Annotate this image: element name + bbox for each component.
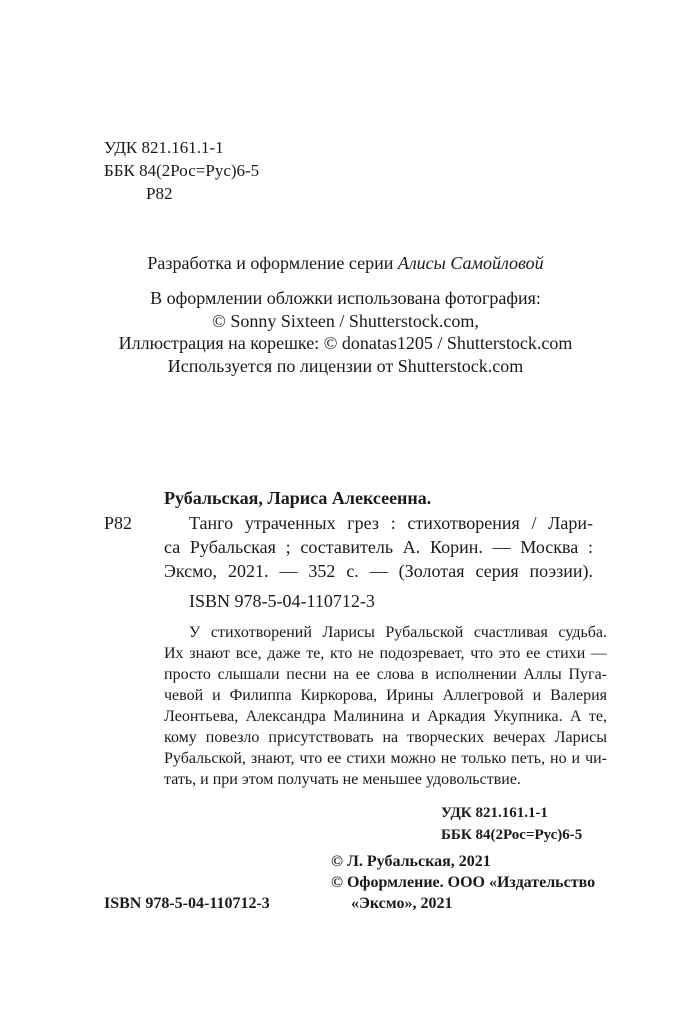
annotation-line-2: Их знают все, даже те, кто не подозревает, что это ее стихи —: [164, 645, 607, 662]
series-design-credit: [0, 253, 691, 274]
series-designer-name: Алисы Самойловой: [397, 253, 544, 273]
copyright-design-line-2: «Эксмо», 2021: [351, 895, 453, 912]
annotation-line-7: Рубальской, знают, что ее стихи можно не только петь, но и чи-: [164, 750, 607, 767]
udk-code: УДК 821.161.1-1: [104, 138, 224, 157]
description-line-2: са Рубальская ; составитель А. Корин. — Москва :: [164, 537, 593, 557]
catalog-sign: Р82: [104, 513, 133, 533]
author-sign: Р82: [146, 184, 173, 203]
copyright-author: © Л. Рубальская, 2021: [331, 853, 491, 870]
description-line-3: Эксмо, 2021. — 352 с. — (Золотая серия поэзии).: [164, 561, 593, 581]
copyright-isbn: ISBN 978-5-04-110712-3: [104, 895, 270, 912]
series-design-prefix: Разработка и оформление серии: [147, 253, 398, 273]
annotation-line-3: просто слышали песни на ее слова в исполнении Аллы Пуга-: [164, 666, 607, 683]
annotation-line-8: тать, и при этом получать не меньшее удовольствие.: [164, 771, 521, 788]
catalog-bbk: ББК 84(2Рос=Рус)6-5: [441, 827, 583, 843]
catalog-author-heading: Рубальская, Лариса Алексеенна.: [164, 488, 432, 508]
description-line-1: Танго утраченных грез : стихотворения / Лари-: [189, 513, 593, 533]
bbk-code: ББК 84(2Рос=Рус)6-5: [104, 161, 260, 180]
cover-photo-line: В оформлении обложки использована фотография:: [150, 288, 541, 308]
annotation-line-4: чевой и Филиппа Киркорова, Ирины Аллегровой и Валерия: [164, 687, 607, 704]
license-line: Используется по лицензии от Shutterstock.com: [167, 356, 524, 376]
catalog-udk: УДК 821.161.1-1: [441, 805, 548, 821]
annotation-line-5: Леонтьева, Александра Малинина и Аркадия Укупника. А те,: [164, 708, 607, 725]
cover-photo-credit: © Sonny Sixteen / Shutterstock.com,: [212, 311, 479, 331]
annotation-line-6: кому повезло присутствовать на творческих вечерах Ларисы: [164, 729, 607, 746]
spine-illustration-credit: Иллюстрация на корешке: © donatas1205 / Shutterstock.com: [118, 333, 573, 353]
copyright-design-line-1: © Оформление. ООО «Издательство: [331, 874, 596, 891]
catalog-isbn: ISBN 978-5-04-110712-3: [189, 591, 375, 611]
annotation-line-1: У стихотворений Ларисы Рубальской счастливая судьба.: [189, 624, 607, 641]
